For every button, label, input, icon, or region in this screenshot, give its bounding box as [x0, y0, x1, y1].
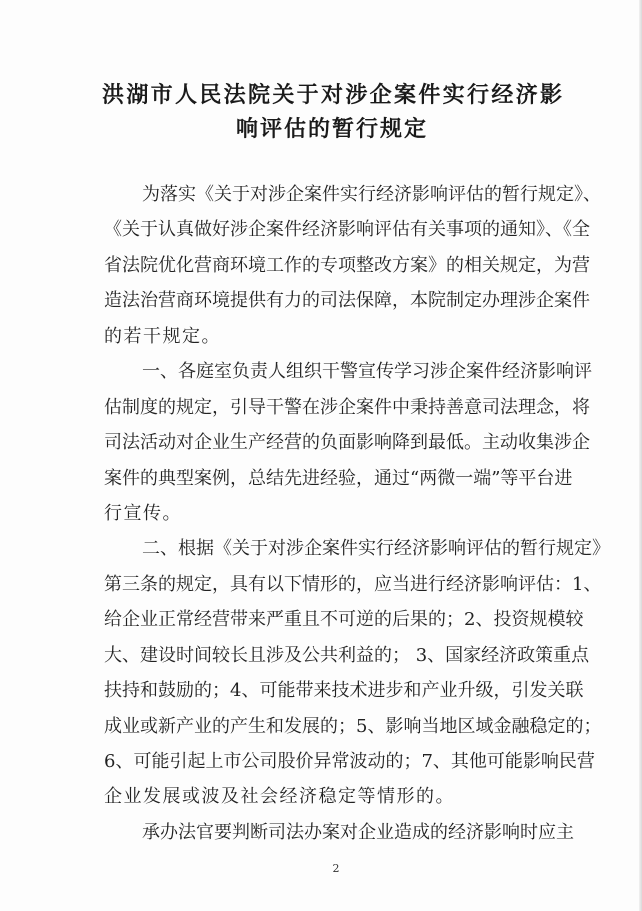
paragraph-3-line: 6、可能引起上市公司股价异常波动的；7、其他可能影响民营	[104, 751, 595, 772]
page-number: 2	[332, 862, 340, 875]
title-line: 洪湖市人民法院关于对涉企案件实行经济影	[102, 82, 562, 108]
paragraph-3-line: 成业或新产业的产生和发展的；5、影响当地区域金融稳定的；	[104, 715, 602, 737]
document-body	[104, 177, 610, 850]
paragraph-2-line: 一、各庭室负责人组织干警宣传学习涉企案件经济影响评	[142, 361, 592, 383]
paragraph-1-line: 《关于认真做好涉企案件经济影响评估有关事项的通知》、《全	[104, 219, 590, 241]
paragraph-1-line: 省法院优化营商环境工作的专项整改方案》的相关规定，为营	[104, 254, 590, 276]
paragraph-1-line: 的若干规定。	[104, 325, 221, 347]
paragraph-1-line: 为落实《关于对涉企案件实行经济影响评估的暂行规定》、	[142, 184, 601, 205]
paragraph-3-line: 第三条的规定，具有以下情形的，应当进行经济影响评估：1、	[104, 573, 602, 595]
title-line: 响评估的暂行规定	[235, 116, 428, 142]
paragraph-1-line: 造法治营商环境提供有力的司法保障，本院制定办理涉企案件	[104, 290, 590, 312]
paragraph-2-line: 案件的典型案例，总结先进经验，通过“两微一端”等平台进	[104, 467, 573, 489]
paragraph-2-line: 估制度的规定，引导干警在涉企案件中秉持善意司法理念，将	[104, 396, 590, 418]
paragraph-3-line: 给企业正常经营带来严重且不可逆的后果的；2、投资规模较	[104, 609, 584, 631]
paragraph-3-line: 二、根据《关于对涉企案件实行经济影响评估的暂行规定》	[142, 538, 610, 560]
paragraph-2-line: 行宣传。	[104, 502, 182, 524]
paragraph-4-line: 承办法官要判断司法办案对企业造成的经济影响时应主	[142, 821, 574, 843]
paragraph-3-line: 企业发展或波及社会经济稳定等情形的。	[104, 786, 455, 808]
paragraph-2-line: 司法活动对企业生产经营的负面影响降到最低。主动收集涉企	[104, 432, 590, 454]
paragraph-3-line: 大、建设时间较长且涉及公共利益的； 3、国家经济政策重点	[104, 644, 590, 666]
paragraph-3-line: 扶持和鼓励的；4、可能带来技术进步和产业升级，引发关联	[104, 680, 584, 702]
document-title	[102, 78, 562, 146]
